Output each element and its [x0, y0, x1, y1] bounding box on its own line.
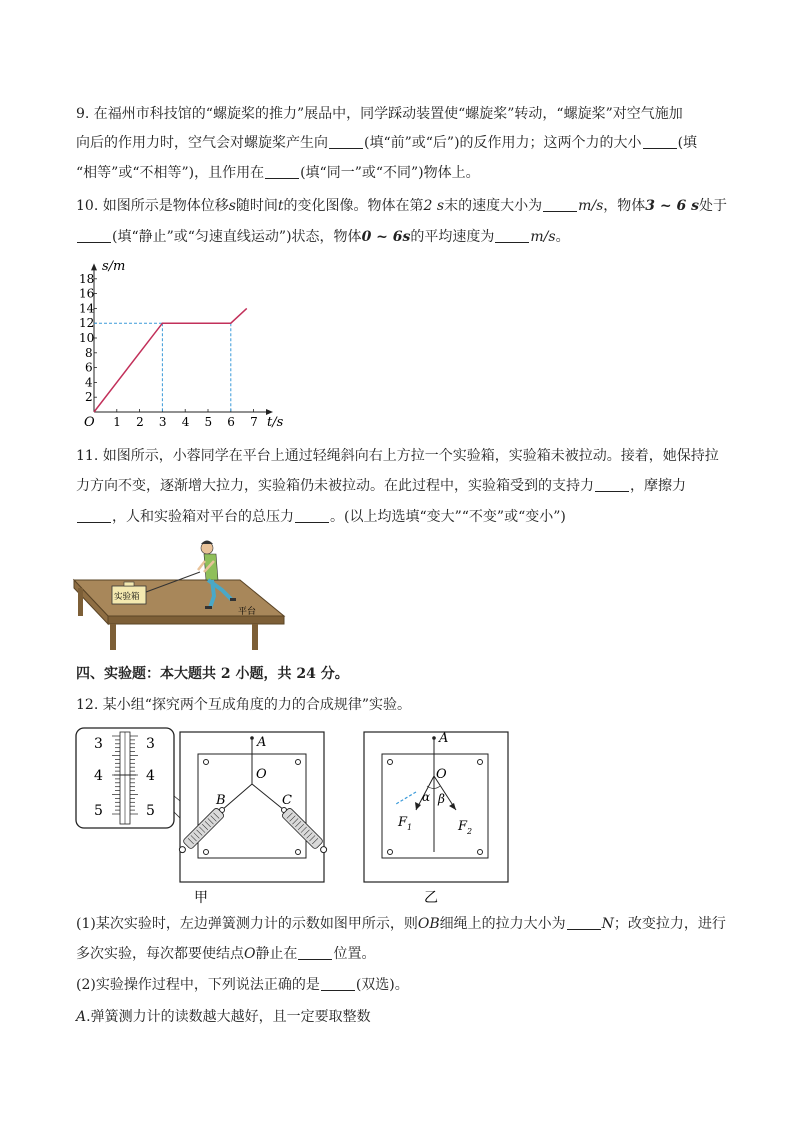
answer-blank[interactable] [567, 915, 601, 930]
x-tick-label: 1 [113, 415, 121, 429]
answer-blank[interactable] [495, 228, 529, 243]
platform-edge [108, 616, 284, 624]
series-line [94, 308, 247, 412]
x-tick-label: 2 [136, 415, 144, 429]
board-inner [382, 754, 488, 858]
platform-illustration [72, 534, 286, 654]
point-O-label: O [436, 767, 447, 782]
force-F1-label: $F_1$ [398, 815, 413, 832]
x-tick-label: 3 [158, 415, 167, 429]
platform-label: 平台 [238, 607, 257, 617]
answer-blank[interactable] [77, 508, 111, 523]
scale-left-label: 4 [94, 768, 103, 784]
figure-caption: 甲 [194, 890, 208, 906]
y-tick-label: 6 [85, 360, 93, 375]
q12-part2: (2)实验操作过程中，下列说法正确的是 (双选)。 [76, 977, 409, 993]
scale-right-label: 3 [146, 736, 155, 752]
y-axis-label: s/m [102, 259, 126, 274]
table-leg [110, 624, 116, 650]
y-tick-label: 8 [85, 345, 93, 360]
point-C-label: C [282, 793, 292, 808]
y-tick-label: 10 [79, 331, 95, 345]
answer-blank[interactable] [595, 477, 629, 492]
answer-blank[interactable] [329, 134, 363, 149]
point-O-label: O [256, 767, 267, 782]
q9-line2: 向后的作用力时，空气会对螺旋桨产生向 (填“前”或“后”)的反作用力；这两个力的大小 (填 [76, 135, 698, 151]
q12-title: 12. 某小组“探究两个互成角度的力的合成规律”实验。 [76, 697, 412, 713]
answer-blank[interactable] [298, 945, 332, 960]
figure-caption: 乙 [424, 890, 438, 906]
answer-blank[interactable] [321, 976, 355, 991]
y-axis-arrow [91, 263, 97, 270]
y-tick-label: 16 [79, 286, 95, 301]
y-tick-label: 12 [79, 316, 95, 331]
figure-yi [360, 726, 512, 908]
scale-left-label: 3 [94, 736, 103, 752]
experiment-box-label: 实验箱 [114, 592, 140, 602]
beta-label: β [438, 792, 445, 806]
force-F2-label: $F_2$ [458, 819, 473, 836]
q12-option-A[interactable]: A.弹簧测力计的读数越大越好，且一定要取整数 [76, 1009, 371, 1025]
table-leg [78, 588, 83, 616]
q10-line2: (填“静止”或“匀速直线运动”)状态，物体0 ~ 6s的平均速度为 m/s。 [76, 227, 570, 247]
y-tick-label: 18 [79, 271, 95, 286]
q11-line2: 力方向不变，逐渐增大拉力，实验箱仍未被拉动。在此过程中，实验箱受到的支持力 ，摩擦力 [76, 478, 686, 494]
scale-left-label: 5 [94, 803, 103, 819]
table-leg [252, 624, 258, 650]
scale-right-label: 4 [146, 768, 155, 784]
alpha-label: α [422, 790, 431, 804]
answer-blank[interactable] [543, 197, 577, 212]
q12-part1-line2: 多次实验，每次都要使结点O静止在 位置。 [76, 946, 376, 962]
x-tick-label: 4 [181, 415, 190, 429]
figure-jia [74, 726, 332, 908]
x-tick-label: 7 [250, 415, 258, 429]
point-B-label: B [216, 793, 226, 808]
point-A-label: A [439, 731, 449, 746]
q10-line1: 10. 如图所示是物体位移s随时间t的变化图像。物体在第2 s末的速度大小为 m/s，物体3 ~ 6 s处于 [76, 198, 727, 214]
y-tick-label: 4 [85, 375, 93, 390]
q11-line3: ，人和实验箱对平台的总压力 。(以上均选填“变大”“不变”或“变小”) [76, 507, 566, 527]
q9-line3: “相等”或“不相等”)，且作用在 (填“同一”或“不同”)物体上。 [76, 165, 480, 181]
y-tick-label: 2 [85, 390, 93, 405]
displacement-time-chart [74, 254, 294, 434]
y-tick-label: 14 [79, 301, 95, 316]
x-tick-label: 5 [204, 415, 213, 429]
point-A-label: A [257, 735, 267, 750]
q11-line1: 11. 如图所示，小蓉同学在平台上通过轻绳斜向右上方拉一个实验箱，实验箱未被拉动。接着，她保持拉 [76, 448, 719, 464]
q9-line1: 9. 在福州市科技馆的“螺旋桨的推力”展品中，同学踩动装置使“螺旋桨”转动，“螺旋桨”对空气施加 [76, 106, 683, 122]
x-tick-label: 6 [227, 415, 235, 429]
answer-blank[interactable] [77, 228, 111, 243]
x-axis-label: t/s [267, 415, 284, 430]
scale-right-label: 5 [146, 803, 155, 819]
q12-part1-line1: (1)某次实验时，左边弹簧测力计的示数如图甲所示，则OB细绳上的拉力大小为 N；改变拉力，进行 [76, 916, 726, 932]
answer-blank[interactable] [643, 134, 677, 149]
section-heading: 四、实验题：本大题共 2 小题，共 24 分。 [76, 666, 349, 682]
answer-blank[interactable] [265, 164, 299, 179]
origin-label: O [84, 415, 95, 430]
answer-blank[interactable] [295, 508, 329, 523]
